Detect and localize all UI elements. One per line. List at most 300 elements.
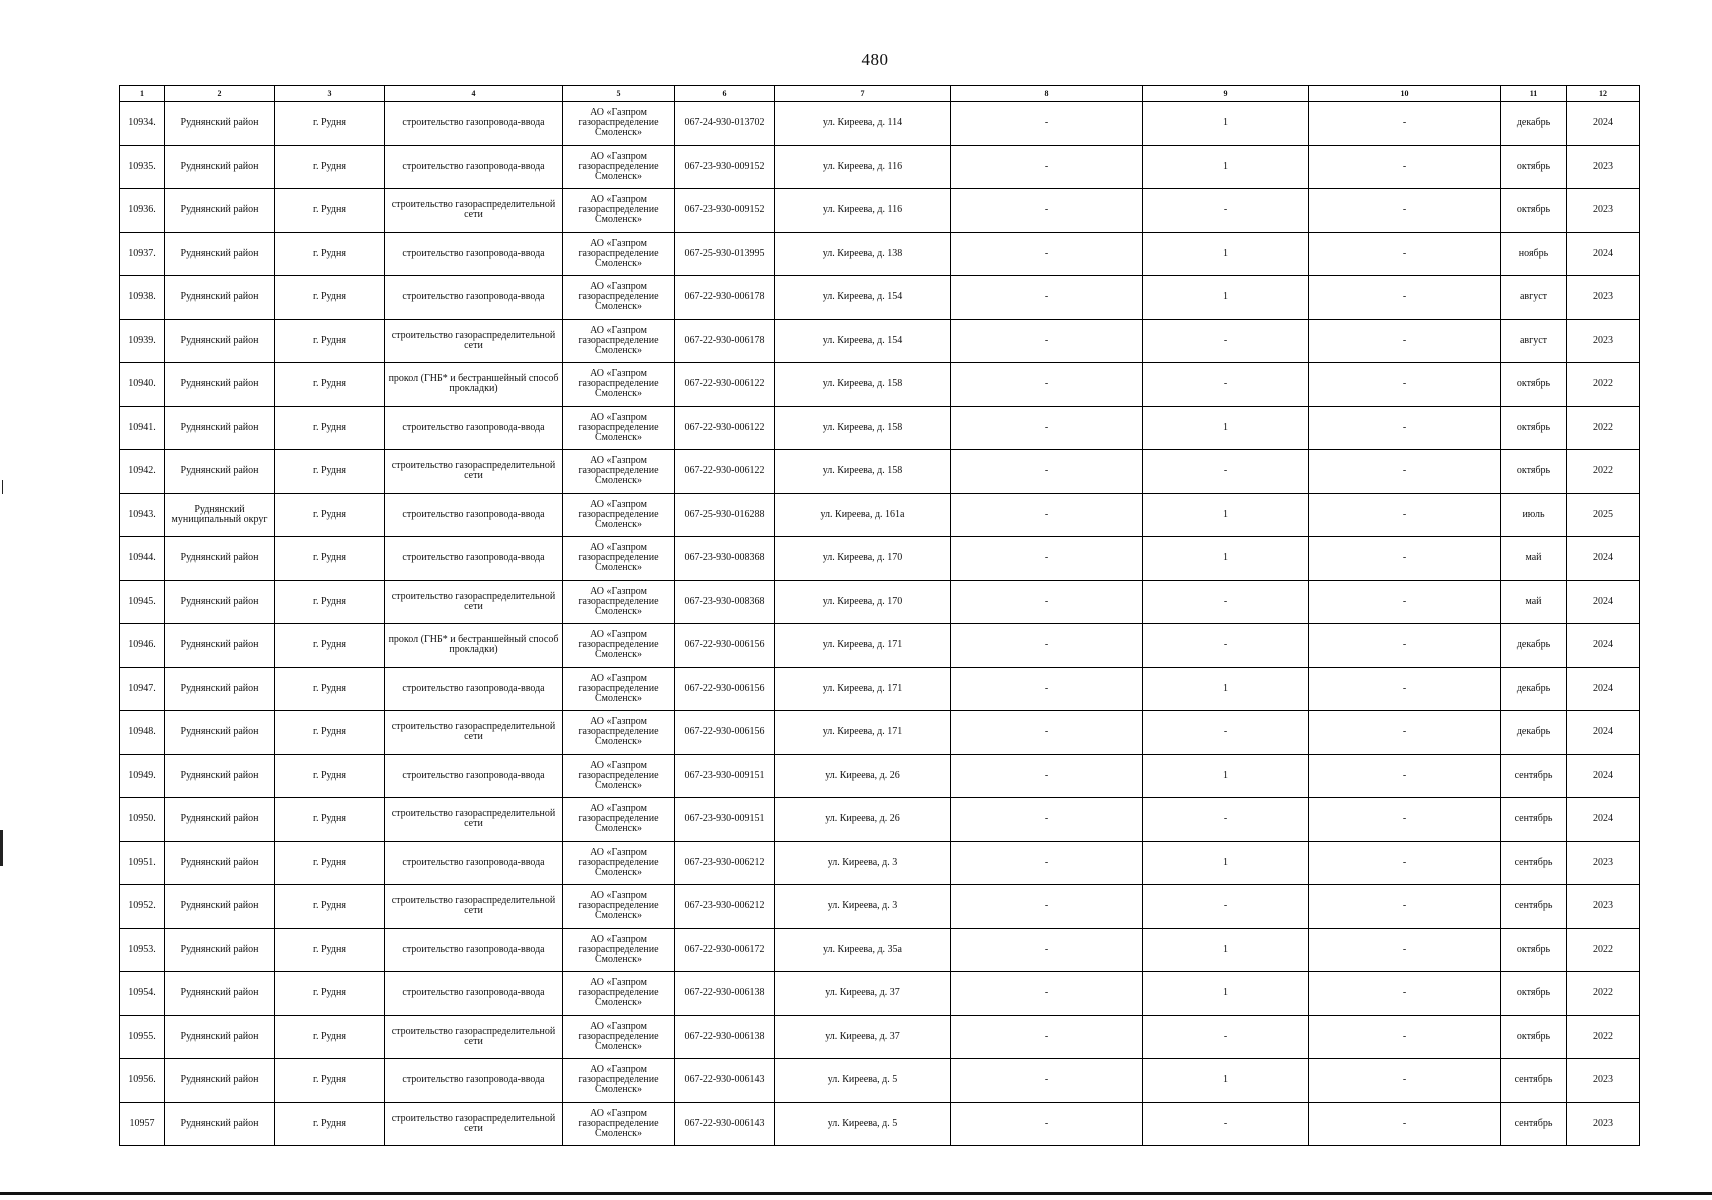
col9-cell: - [1143, 711, 1309, 755]
col10-cell: - [1309, 928, 1501, 972]
col10-cell: - [1309, 450, 1501, 494]
operator-cell: АО «Газпром газораспределение Смоленск» [563, 754, 675, 798]
col8-cell: - [951, 798, 1143, 842]
col10-cell: - [1309, 493, 1501, 537]
col10-cell: - [1309, 798, 1501, 842]
col8-cell: - [951, 319, 1143, 363]
col10-cell: - [1309, 972, 1501, 1016]
col9-cell: - [1143, 450, 1309, 494]
col8-cell: - [951, 754, 1143, 798]
district-cell: Руднянский район [165, 189, 275, 233]
address-cell: ул. Киреева, д. 37 [775, 972, 951, 1016]
district-cell: Руднянский район [165, 363, 275, 407]
city-cell: г. Рудня [275, 189, 385, 233]
registry-table [119, 85, 1640, 1146]
city-cell: г. Рудня [275, 276, 385, 320]
table-row [120, 232, 1640, 276]
col-header-10: 10 [1309, 86, 1501, 102]
scan-artifact [2, 480, 3, 494]
col-header-11: 11 [1501, 86, 1567, 102]
table-row [120, 841, 1640, 885]
table-row [120, 885, 1640, 929]
month-cell: декабрь [1501, 102, 1567, 146]
address-cell: ул. Киреева, д. 158 [775, 406, 951, 450]
table-row [120, 189, 1640, 233]
col8-cell: - [951, 580, 1143, 624]
district-cell: Руднянский район [165, 885, 275, 929]
col9-cell: 1 [1143, 972, 1309, 1016]
object-code-cell: 067-22-930-006122 [675, 363, 775, 407]
object-code-cell: 067-23-930-008368 [675, 580, 775, 624]
city-cell: г. Рудня [275, 450, 385, 494]
address-cell: ул. Киреева, д. 3 [775, 885, 951, 929]
col9-cell: - [1143, 798, 1309, 842]
district-cell: Руднянский район [165, 406, 275, 450]
address-cell: ул. Киреева, д. 5 [775, 1059, 951, 1103]
city-cell: г. Рудня [275, 885, 385, 929]
work-type-cell: строительство газопровода-ввода [385, 102, 563, 146]
year-cell: 2022 [1567, 1015, 1640, 1059]
table-row [120, 493, 1640, 537]
row-number: 10944. [120, 537, 165, 581]
col-header-6: 6 [675, 86, 775, 102]
object-code-cell: 067-23-930-006212 [675, 885, 775, 929]
row-number: 10942. [120, 450, 165, 494]
address-cell: ул. Киреева, д. 158 [775, 363, 951, 407]
year-cell: 2024 [1567, 537, 1640, 581]
table-row [120, 102, 1640, 146]
col9-cell: - [1143, 1015, 1309, 1059]
city-cell: г. Рудня [275, 406, 385, 450]
operator-cell: АО «Газпром газораспределение Смоленск» [563, 537, 675, 581]
col9-cell: - [1143, 1102, 1309, 1146]
col10-cell: - [1309, 754, 1501, 798]
city-cell: г. Рудня [275, 798, 385, 842]
city-cell: г. Рудня [275, 145, 385, 189]
col9-cell: 1 [1143, 1059, 1309, 1103]
row-number: 10939. [120, 319, 165, 363]
year-cell: 2024 [1567, 624, 1640, 668]
page-number: 480 [861, 50, 889, 69]
operator-cell: АО «Газпром газораспределение Смоленск» [563, 972, 675, 1016]
col8-cell: - [951, 189, 1143, 233]
district-cell: Руднянский район [165, 1059, 275, 1103]
year-cell: 2022 [1567, 406, 1640, 450]
table-row [120, 1059, 1640, 1103]
col10-cell: - [1309, 1015, 1501, 1059]
col8-cell: - [951, 972, 1143, 1016]
operator-cell: АО «Газпром газораспределение Смоленск» [563, 580, 675, 624]
district-cell: Руднянский район [165, 1102, 275, 1146]
col9-cell: - [1143, 885, 1309, 929]
col10-cell: - [1309, 276, 1501, 320]
object-code-cell: 067-22-930-006178 [675, 276, 775, 320]
col-header-12: 12 [1567, 86, 1640, 102]
year-cell: 2022 [1567, 450, 1640, 494]
district-cell: Руднянский район [165, 276, 275, 320]
month-cell: июль [1501, 493, 1567, 537]
city-cell: г. Рудня [275, 841, 385, 885]
year-cell: 2025 [1567, 493, 1640, 537]
operator-cell: АО «Газпром газораспределение Смоленск» [563, 841, 675, 885]
row-number: 10949. [120, 754, 165, 798]
work-type-cell: строительство газопровода-ввода [385, 406, 563, 450]
district-cell: Руднянский район [165, 319, 275, 363]
year-cell: 2023 [1567, 885, 1640, 929]
address-cell: ул. Киреева, д. 138 [775, 232, 951, 276]
col8-cell: - [951, 537, 1143, 581]
year-cell: 2023 [1567, 189, 1640, 233]
object-code-cell: 067-22-930-006138 [675, 972, 775, 1016]
month-cell: декабрь [1501, 667, 1567, 711]
col10-cell: - [1309, 841, 1501, 885]
district-cell: Руднянский район [165, 537, 275, 581]
col8-cell: - [951, 406, 1143, 450]
month-cell: май [1501, 580, 1567, 624]
col10-cell: - [1309, 319, 1501, 363]
year-cell: 2022 [1567, 972, 1640, 1016]
row-number: 10952. [120, 885, 165, 929]
row-number: 10936. [120, 189, 165, 233]
table-row [120, 363, 1640, 407]
col10-cell: - [1309, 885, 1501, 929]
city-cell: г. Рудня [275, 928, 385, 972]
district-cell: Руднянский район [165, 798, 275, 842]
col-header-4: 4 [385, 86, 563, 102]
work-type-cell: строительство газораспределительной сети [385, 1102, 563, 1146]
row-number: 10956. [120, 1059, 165, 1103]
col8-cell: - [951, 624, 1143, 668]
year-cell: 2023 [1567, 1059, 1640, 1103]
table-row [120, 276, 1640, 320]
row-number: 10947. [120, 667, 165, 711]
col9-cell: 1 [1143, 406, 1309, 450]
month-cell: октябрь [1501, 928, 1567, 972]
address-cell: ул. Киреева, д. 37 [775, 1015, 951, 1059]
month-cell: декабрь [1501, 711, 1567, 755]
object-code-cell: 067-22-930-006143 [675, 1102, 775, 1146]
object-code-cell: 067-23-930-008368 [675, 537, 775, 581]
year-cell: 2024 [1567, 667, 1640, 711]
work-type-cell: строительство газопровода-ввода [385, 928, 563, 972]
work-type-cell: прокол (ГНБ* и бестраншейный способ прокладки) [385, 624, 563, 668]
col9-cell: 1 [1143, 667, 1309, 711]
object-code-cell: 067-22-930-006178 [675, 319, 775, 363]
table-row [120, 624, 1640, 668]
col9-cell: - [1143, 624, 1309, 668]
row-number: 10943. [120, 493, 165, 537]
col10-cell: - [1309, 580, 1501, 624]
month-cell: декабрь [1501, 624, 1567, 668]
col10-cell: - [1309, 711, 1501, 755]
table-row [120, 754, 1640, 798]
district-cell: Руднянский район [165, 754, 275, 798]
col8-cell: - [951, 885, 1143, 929]
month-cell: октябрь [1501, 189, 1567, 233]
col-header-3: 3 [275, 86, 385, 102]
scan-artifact [0, 830, 3, 866]
year-cell: 2023 [1567, 145, 1640, 189]
col-header-5: 5 [563, 86, 675, 102]
address-cell: ул. Киреева, д. 154 [775, 319, 951, 363]
row-number: 10937. [120, 232, 165, 276]
table-row [120, 319, 1640, 363]
object-code-cell: 067-24-930-013702 [675, 102, 775, 146]
col10-cell: - [1309, 667, 1501, 711]
col10-cell: - [1309, 1102, 1501, 1146]
year-cell: 2023 [1567, 319, 1640, 363]
object-code-cell: 067-22-930-006122 [675, 406, 775, 450]
table-row [120, 1102, 1640, 1146]
city-cell: г. Рудня [275, 624, 385, 668]
month-cell: ноябрь [1501, 232, 1567, 276]
district-cell: Руднянский район [165, 841, 275, 885]
work-type-cell: строительство газораспределительной сети [385, 450, 563, 494]
object-code-cell: 067-25-930-013995 [675, 232, 775, 276]
col8-cell: - [951, 450, 1143, 494]
work-type-cell: строительство газораспределительной сети [385, 711, 563, 755]
work-type-cell: строительство газопровода-ввода [385, 754, 563, 798]
object-code-cell: 067-22-930-006138 [675, 1015, 775, 1059]
col8-cell: - [951, 1015, 1143, 1059]
row-number: 10940. [120, 363, 165, 407]
col-header-1: 1 [120, 86, 165, 102]
col10-cell: - [1309, 189, 1501, 233]
year-cell: 2023 [1567, 1102, 1640, 1146]
month-cell: август [1501, 319, 1567, 363]
col8-cell: - [951, 841, 1143, 885]
col9-cell: - [1143, 363, 1309, 407]
address-cell: ул. Киреева, д. 26 [775, 754, 951, 798]
row-number: 10957 [120, 1102, 165, 1146]
col8-cell: - [951, 363, 1143, 407]
col8-cell: - [951, 928, 1143, 972]
operator-cell: АО «Газпром газораспределение Смоленск» [563, 450, 675, 494]
work-type-cell: строительство газопровода-ввода [385, 276, 563, 320]
col10-cell: - [1309, 537, 1501, 581]
table-row [120, 580, 1640, 624]
object-code-cell: 067-22-930-006156 [675, 711, 775, 755]
operator-cell: АО «Газпром газораспределение Смоленск» [563, 624, 675, 668]
city-cell: г. Рудня [275, 493, 385, 537]
month-cell: сентябрь [1501, 1059, 1567, 1103]
table-row [120, 972, 1640, 1016]
col10-cell: - [1309, 406, 1501, 450]
col10-cell: - [1309, 102, 1501, 146]
row-number: 10950. [120, 798, 165, 842]
row-number: 10934. [120, 102, 165, 146]
address-cell: ул. Киреева, д. 170 [775, 580, 951, 624]
col9-cell: 1 [1143, 841, 1309, 885]
col9-cell: - [1143, 189, 1309, 233]
year-cell: 2022 [1567, 928, 1640, 972]
address-cell: ул. Киреева, д. 3 [775, 841, 951, 885]
month-cell: сентябрь [1501, 754, 1567, 798]
year-cell: 2024 [1567, 580, 1640, 624]
object-code-cell: 067-22-930-006156 [675, 624, 775, 668]
address-cell: ул. Киреева, д. 158 [775, 450, 951, 494]
operator-cell: АО «Газпром газораспределение Смоленск» [563, 1059, 675, 1103]
work-type-cell: строительство газопровода-ввода [385, 537, 563, 581]
operator-cell: АО «Газпром газораспределение Смоленск» [563, 232, 675, 276]
district-cell: Руднянский район [165, 711, 275, 755]
col9-cell: 1 [1143, 754, 1309, 798]
address-cell: ул. Киреева, д. 171 [775, 624, 951, 668]
district-cell: Руднянский район [165, 450, 275, 494]
col9-cell: 1 [1143, 493, 1309, 537]
col9-cell: 1 [1143, 537, 1309, 581]
address-cell: ул. Киреева, д. 5 [775, 1102, 951, 1146]
col9-cell: 1 [1143, 102, 1309, 146]
city-cell: г. Рудня [275, 754, 385, 798]
district-cell: Руднянский район [165, 928, 275, 972]
district-cell: Руднянский район [165, 624, 275, 668]
work-type-cell: строительство газопровода-ввода [385, 493, 563, 537]
district-cell: Руднянский район [165, 580, 275, 624]
work-type-cell: строительство газопровода-ввода [385, 667, 563, 711]
work-type-cell: строительство газораспределительной сети [385, 885, 563, 929]
district-cell: Руднянский муниципальный округ [165, 493, 275, 537]
object-code-cell: 067-23-930-009152 [675, 189, 775, 233]
row-number: 10948. [120, 711, 165, 755]
row-number: 10955. [120, 1015, 165, 1059]
city-cell: г. Рудня [275, 972, 385, 1016]
district-cell: Руднянский район [165, 1015, 275, 1059]
address-cell: ул. Киреева, д. 116 [775, 145, 951, 189]
year-cell: 2024 [1567, 754, 1640, 798]
month-cell: сентябрь [1501, 1102, 1567, 1146]
year-cell: 2024 [1567, 798, 1640, 842]
table-row [120, 1015, 1640, 1059]
operator-cell: АО «Газпром газораспределение Смоленск» [563, 667, 675, 711]
col10-cell: - [1309, 1059, 1501, 1103]
col8-cell: - [951, 493, 1143, 537]
row-number: 10946. [120, 624, 165, 668]
city-cell: г. Рудня [275, 1015, 385, 1059]
month-cell: сентябрь [1501, 841, 1567, 885]
month-cell: май [1501, 537, 1567, 581]
table-row [120, 450, 1640, 494]
col-header-2: 2 [165, 86, 275, 102]
district-cell: Руднянский район [165, 102, 275, 146]
operator-cell: АО «Газпром газораспределение Смоленск» [563, 885, 675, 929]
col8-cell: - [951, 667, 1143, 711]
table-body [120, 102, 1640, 1146]
col10-cell: - [1309, 624, 1501, 668]
table-row [120, 711, 1640, 755]
address-cell: ул. Киреева, д. 26 [775, 798, 951, 842]
month-cell: октябрь [1501, 1015, 1567, 1059]
col8-cell: - [951, 1059, 1143, 1103]
col8-cell: - [951, 1102, 1143, 1146]
object-code-cell: 067-23-930-009152 [675, 145, 775, 189]
city-cell: г. Рудня [275, 711, 385, 755]
object-code-cell: 067-22-930-006156 [675, 667, 775, 711]
operator-cell: АО «Газпром газораспределение Смоленск» [563, 406, 675, 450]
object-code-cell: 067-23-930-006212 [675, 841, 775, 885]
city-cell: г. Рудня [275, 1059, 385, 1103]
year-cell: 2024 [1567, 102, 1640, 146]
object-code-cell: 067-23-930-009151 [675, 798, 775, 842]
month-cell: август [1501, 276, 1567, 320]
work-type-cell: строительство газораспределительной сети [385, 189, 563, 233]
city-cell: г. Рудня [275, 580, 385, 624]
address-cell: ул. Киреева, д. 170 [775, 537, 951, 581]
operator-cell: АО «Газпром газораспределение Смоленск» [563, 1015, 675, 1059]
col-header-9: 9 [1143, 86, 1309, 102]
work-type-cell: строительство газораспределительной сети [385, 580, 563, 624]
col8-cell: - [951, 276, 1143, 320]
work-type-cell: строительство газопровода-ввода [385, 232, 563, 276]
row-number: 10935. [120, 145, 165, 189]
operator-cell: АО «Газпром газораспределение Смоленск» [563, 319, 675, 363]
district-cell: Руднянский район [165, 232, 275, 276]
col9-cell: - [1143, 319, 1309, 363]
col9-cell: 1 [1143, 276, 1309, 320]
table-row [120, 798, 1640, 842]
address-cell: ул. Киреева, д. 114 [775, 102, 951, 146]
object-code-cell: 067-25-930-016288 [675, 493, 775, 537]
operator-cell: АО «Газпром газораспределение Смоленск» [563, 493, 675, 537]
operator-cell: АО «Газпром газораспределение Смоленск» [563, 189, 675, 233]
work-type-cell: строительство газопровода-ввода [385, 972, 563, 1016]
object-code-cell: 067-22-930-006122 [675, 450, 775, 494]
operator-cell: АО «Газпром газораспределение Смоленск» [563, 363, 675, 407]
year-cell: 2023 [1567, 841, 1640, 885]
col8-cell: - [951, 145, 1143, 189]
column-number-row [120, 86, 1640, 102]
work-type-cell: строительство газораспределительной сети [385, 319, 563, 363]
col10-cell: - [1309, 232, 1501, 276]
address-cell: ул. Киреева, д. 154 [775, 276, 951, 320]
year-cell: 2024 [1567, 711, 1640, 755]
col8-cell: - [951, 711, 1143, 755]
work-type-cell: строительство газораспределительной сети [385, 798, 563, 842]
col10-cell: - [1309, 145, 1501, 189]
row-number: 10951. [120, 841, 165, 885]
row-number: 10953. [120, 928, 165, 972]
table-row [120, 667, 1640, 711]
month-cell: сентябрь [1501, 885, 1567, 929]
address-cell: ул. Киреева, д. 171 [775, 711, 951, 755]
city-cell: г. Рудня [275, 1102, 385, 1146]
month-cell: октябрь [1501, 972, 1567, 1016]
address-cell: ул. Киреева, д. 116 [775, 189, 951, 233]
col10-cell: - [1309, 363, 1501, 407]
work-type-cell: строительство газопровода-ввода [385, 1059, 563, 1103]
work-type-cell: строительство газопровода-ввода [385, 145, 563, 189]
object-code-cell: 067-22-930-006172 [675, 928, 775, 972]
col9-cell: 1 [1143, 145, 1309, 189]
col9-cell: - [1143, 580, 1309, 624]
month-cell: октябрь [1501, 406, 1567, 450]
city-cell: г. Рудня [275, 667, 385, 711]
col-header-8: 8 [951, 86, 1143, 102]
work-type-cell: строительство газораспределительной сети [385, 1015, 563, 1059]
operator-cell: АО «Газпром газораспределение Смоленск» [563, 928, 675, 972]
work-type-cell: строительство газопровода-ввода [385, 841, 563, 885]
month-cell: сентябрь [1501, 798, 1567, 842]
col9-cell: 1 [1143, 928, 1309, 972]
row-number: 10938. [120, 276, 165, 320]
month-cell: октябрь [1501, 450, 1567, 494]
address-cell: ул. Киреева, д. 161а [775, 493, 951, 537]
address-cell: ул. Киреева, д. 35а [775, 928, 951, 972]
table-row [120, 537, 1640, 581]
year-cell: 2023 [1567, 276, 1640, 320]
row-number: 10941. [120, 406, 165, 450]
city-cell: г. Рудня [275, 232, 385, 276]
